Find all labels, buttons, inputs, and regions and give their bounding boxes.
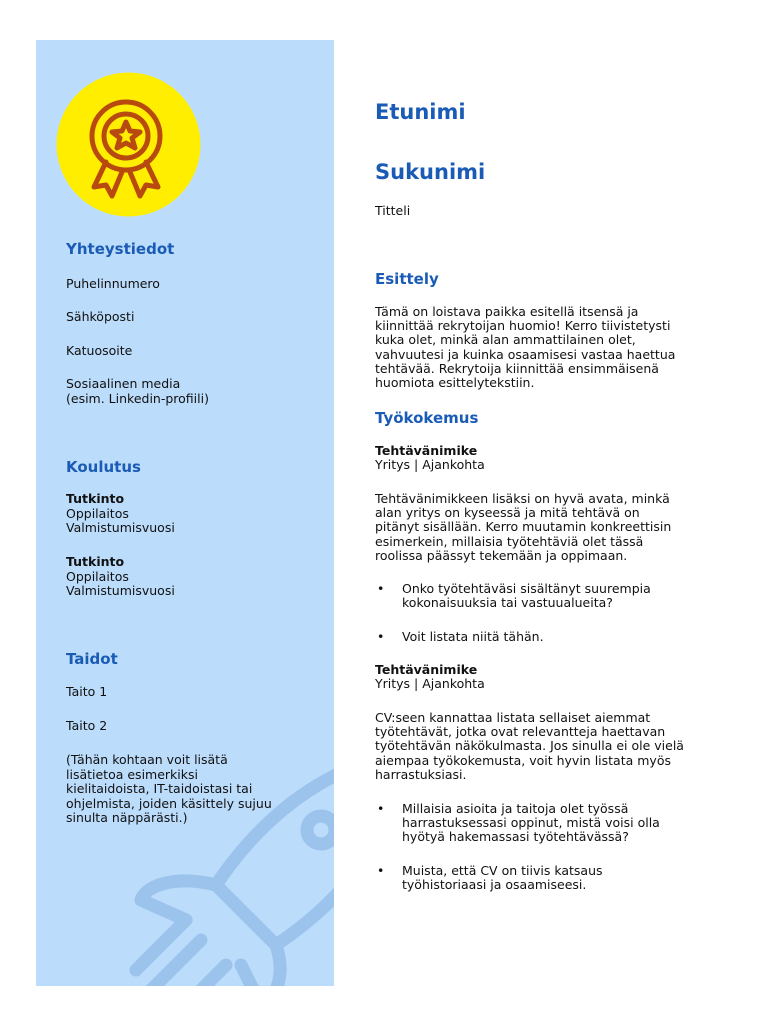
intro-line: huomiota esittelytekstiin. xyxy=(375,375,535,391)
education-entry xyxy=(66,555,301,599)
job-desc-line: roolissa päässyt tekemään ja oppimaan. xyxy=(375,547,628,563)
contact-phone: Puhelinnumero xyxy=(66,276,160,291)
contact-social-line: Sosiaalinen media xyxy=(66,376,181,391)
bullet-line: Onko työtehtäväsi sisältänyt suurempia xyxy=(402,581,651,596)
bullet-line: työhistoriaasi ja osaamiseesi. xyxy=(402,877,587,893)
bullet-line: Muista, että CV on tiivis katsaus xyxy=(402,863,603,878)
job-desc-line: Tehtävänimikkeen lisäksi on hyvä avata, minkä xyxy=(375,491,670,506)
job-description xyxy=(375,711,700,782)
skills-note-line: sinulta näppärästi.) xyxy=(66,810,188,825)
bullet-line: Millaisia asioita ja taitoja olet työssä xyxy=(402,801,629,816)
education-degree: Tutkinto xyxy=(66,491,125,506)
education-heading: Koulutus xyxy=(66,458,141,476)
intro-line: kuka olet, minkä alan ammattilainen olet, xyxy=(375,332,636,348)
intro-line: Tämä on loistava paikka esitellä itsensä ja xyxy=(375,304,639,319)
contact-address: Katuosoite xyxy=(66,343,133,358)
sidebar xyxy=(36,40,334,986)
job-desc-line: pitänyt sisällään. Kerro muutamin konkreettisin xyxy=(375,519,672,535)
bullet-line: Voit listata niitä tähän. xyxy=(402,629,544,644)
contact-email: Sähköposti xyxy=(66,309,135,324)
bullet-line: harrastuksessasi oppinut, mistä voisi olla xyxy=(402,815,660,831)
job-desc-line: työtehtävät, jotka ovat relevantteja haettavan xyxy=(375,724,666,740)
skills-note-line: (Tähän kohtaan voit lisätä xyxy=(66,752,228,767)
job-description xyxy=(375,492,700,563)
contact-heading: Yhteystiedot xyxy=(66,240,175,258)
job-desc-line: CV:seen kannattaa listata sellaiset aiemmat xyxy=(375,710,651,725)
education-entry xyxy=(66,492,301,536)
last-name: Sukunimi xyxy=(375,160,486,184)
skills-note-line: lisätietoa esimerkiksi xyxy=(66,766,198,782)
contact-social xyxy=(66,377,301,406)
education-degree: Tutkinto xyxy=(66,554,125,569)
skills-note-line: kielitaidoista, IT-taidoistasi tai xyxy=(66,781,253,796)
job-desc-line: aiempaa työkokemusta, voit hyvin listata myös xyxy=(375,752,671,768)
intro-line: vahvuutesi ja kuinka osaamisesi vastaa haettua xyxy=(375,346,676,362)
job-company: Yritys | Ajankohta xyxy=(375,457,485,473)
education-year: Valmistumisvuosi xyxy=(66,520,175,535)
bullet-line: hyötyä hakemassasi työtehtävässä? xyxy=(402,829,629,845)
job-desc-line: työtehtävän näkökulmasta. Jos sinulla ei ole vielä xyxy=(375,738,684,754)
intro-line: tehtävää. Rekrytoija kiinnittää ensimmäisenä xyxy=(375,360,659,376)
job-company: Yritys | Ajankohta xyxy=(375,676,485,692)
job-title-label: Tehtävänimike xyxy=(375,443,478,458)
education-year: Valmistumisvuosi xyxy=(66,583,175,598)
bullet-line: kokonaisuuksia tai vastuualueita? xyxy=(402,595,613,611)
award-ribbon-icon xyxy=(56,72,201,217)
intro-heading: Esittely xyxy=(375,270,439,288)
job-desc-line: esimerkein, millaisia työtehtäviä olet tässä xyxy=(375,533,644,549)
skills-note xyxy=(66,753,301,826)
first-name: Etunimi xyxy=(375,100,466,124)
intro-text xyxy=(375,305,700,390)
job-header xyxy=(375,663,700,691)
job-desc-line: harrastuksiasi. xyxy=(375,766,467,782)
job-header xyxy=(375,444,700,472)
bullet-dot-icon: • xyxy=(377,581,385,596)
education-school: Oppilaitos xyxy=(66,505,129,521)
experience-heading: Työkokemus xyxy=(375,409,479,427)
bullet-dot-icon: • xyxy=(377,629,385,644)
job-desc-line: alan yritys on kyseessä ja mitä tehtävä on xyxy=(375,505,640,521)
skill-item: Taito 1 xyxy=(66,684,108,699)
bullet-dot-icon: • xyxy=(377,801,385,816)
skills-note-line: ohjelmista, joiden käsittely sujuu xyxy=(66,795,272,811)
bullet-dot-icon: • xyxy=(377,863,385,878)
skill-item: Taito 2 xyxy=(66,718,108,733)
intro-line: kiinnittää rekrytoijan huomio! Kerro tiivistetysti xyxy=(375,318,671,334)
job-title: Titteli xyxy=(375,203,411,218)
skills-heading: Taidot xyxy=(66,650,118,668)
contact-social-line: (esim. Linkedin-profiili) xyxy=(66,390,209,406)
job-title-label: Tehtävänimike xyxy=(375,662,478,677)
education-school: Oppilaitos xyxy=(66,568,129,584)
